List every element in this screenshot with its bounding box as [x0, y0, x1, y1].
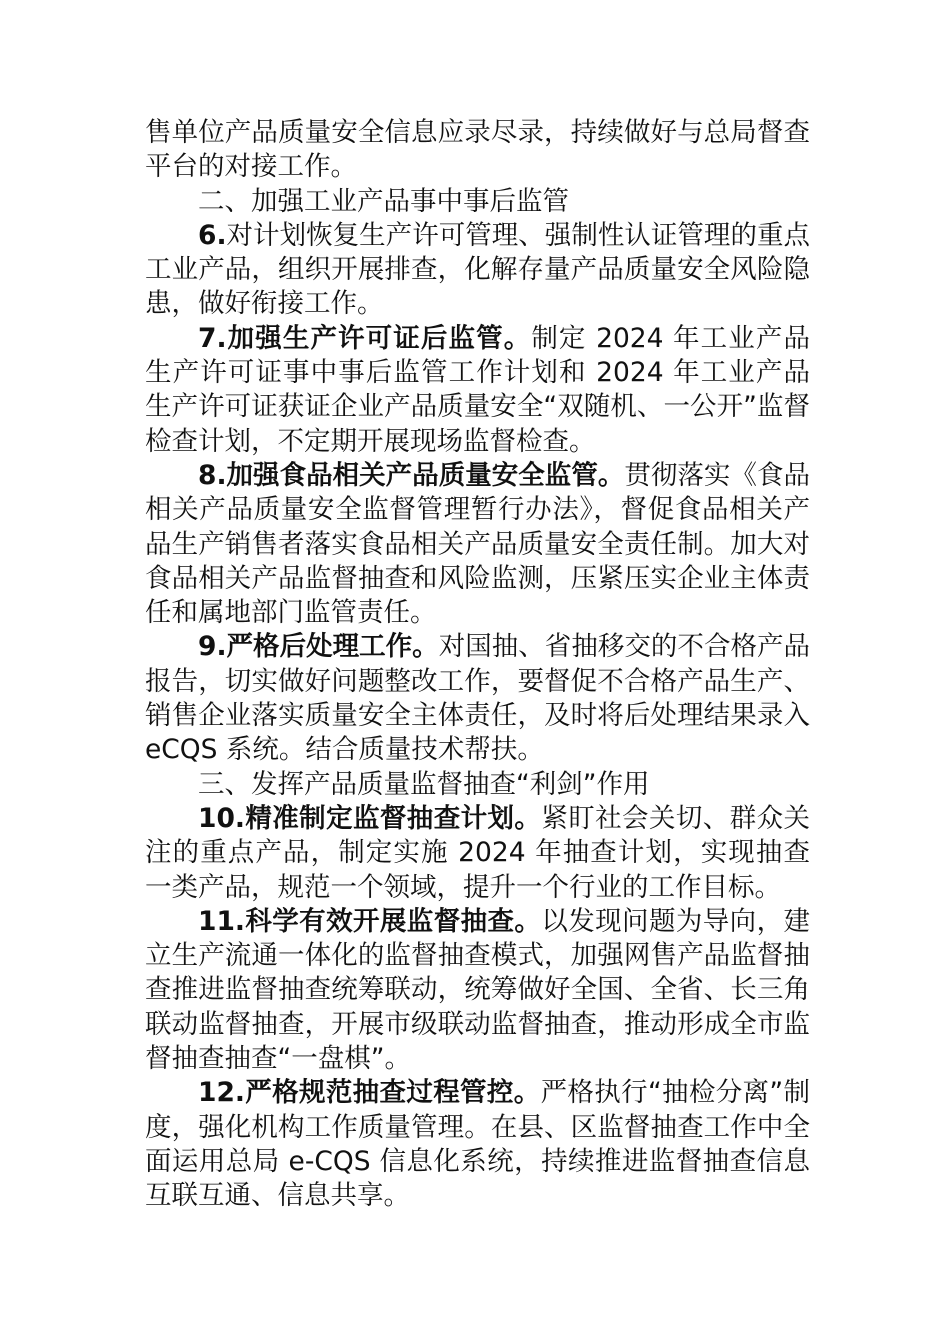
item-8: [145, 459, 810, 630]
item-lead: 6.: [198, 219, 227, 251]
item-text: 贯彻落实《食品相关产品质量安全监督管理暂行办法》，督促食品相关产品生产销售者落实食品相关产品质量安全责任制。加大对食品相关产品监督抽查和风险监测，压紧压实企业主体责任和属地部门监管责任。: [145, 459, 810, 629]
item-text: 严格执行“抽检分离”制度，强化机构工作质量管理。在县、区监督抽查工作中全面运用总局 e-CQS 信息化系统，持续推进监督抽查信息互联互通、信息共享。: [145, 1077, 810, 1212]
item-7: [145, 322, 810, 459]
heading-text: 二、加强工业产品事中事后监管: [198, 185, 569, 217]
item-12: [145, 1076, 810, 1213]
item-lead: 7.加强生产许可证后监管。: [198, 322, 532, 354]
item-text: 紧盯社会关切、群众关注的重点产品，制定实施 2024 年抽查计划，实现抽查一类产品，规范一个领域，提升一个行业的工作目标。: [145, 802, 810, 903]
section-heading-2: [145, 185, 810, 219]
item-11: [145, 905, 810, 1076]
document-body: [145, 116, 810, 1214]
paragraph-continuation: [145, 116, 810, 185]
item-text: 对计划恢复生产许可管理、强制性认证管理的重点工业产品，组织开展排查，化解存量产品质量安全风险隐患，做好衔接工作。: [145, 219, 810, 320]
item-9: [145, 630, 810, 767]
item-lead: 12.严格规范抽查过程管控。: [198, 1077, 541, 1109]
item-lead: 10.精准制定监督抽查计划。: [198, 802, 542, 834]
item-lead: 8.加强食品相关产品质量安全监管。: [198, 459, 625, 491]
item-text: 对国抽、省抽移交的不合格产品报告，切实做好问题整改工作，要督促不合格产品生产、销售企业落实质量安全主体责任，及时将后处理结果录入eCQS 系统。结合质量技术帮扶。: [145, 631, 811, 766]
item-lead: 9.严格后处理工作。: [198, 631, 439, 663]
item-text: 以发现问题为导向，建立生产流通一体化的监督抽查模式，加强网售产品监督抽查推进监督抽查统筹联动，统筹做好全国、全省、长三角联动监督抽查，开展市级联动监督抽查，推动形成全市监督抽查抽查“一盘棋”。: [145, 905, 810, 1075]
item-text: 制定 2024 年工业产品生产许可证事中事后监管工作计划和 2024 年工业产品生产许可证获证企业产品质量安全“双随机、一公开”监督检查计划，不定期开展现场监督检查。: [145, 322, 810, 457]
paragraph-text: 售单位产品质量安全信息应录尽录，持续做好与总局督查平台的对接工作。: [145, 117, 810, 183]
section-heading-3: [145, 768, 810, 802]
item-10: [145, 802, 810, 905]
item-lead: 11.科学有效开展监督抽查。: [198, 905, 542, 937]
heading-text: 三、发挥产品质量监督抽查“利剑”作用: [198, 768, 650, 800]
item-6: [145, 219, 810, 322]
